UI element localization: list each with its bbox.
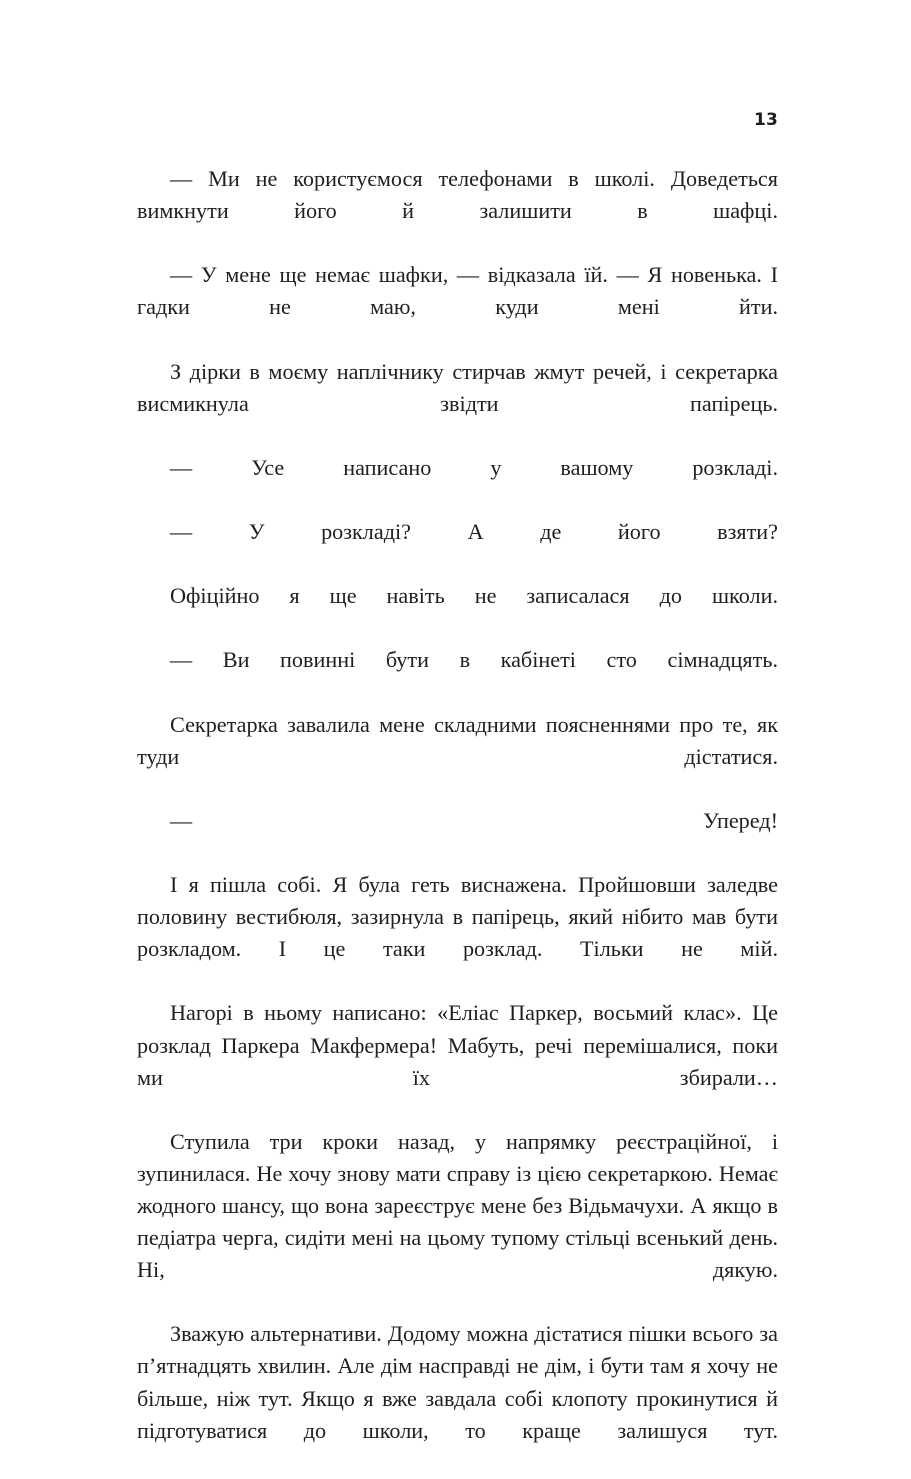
- paragraph: — Уперед!: [170, 807, 778, 833]
- paragraph: Офіційно я ще навіть не записалася до школи.: [170, 583, 778, 609]
- paragraph: Ступила три кроки назад, у напрямку реєстраційної, і зупинилася. Не хочу знову мати справу із цією секретаркою. Немає жодного шансу, що вона зареєструє мене без Відьмачухи. А якщо в педіатра черга, сидіти мені на цьому тупому стільці всенький день. Ні, дякую.: [137, 1128, 778, 1283]
- page-number: 13: [753, 110, 778, 130]
- paragraph: — Ви повинні бути в кабінеті сто сімнадцять.: [170, 647, 778, 673]
- paragraph: — Усе написано у вашому розкладі.: [170, 454, 778, 480]
- body-text-block: [137, 163, 778, 1479]
- paragraph: — Ми не користуємося телефонами в школі. Доведеться вимкнути його й залишити в шафці.: [137, 166, 778, 224]
- paragraph: Секретарка завалила мене складними поясненнями про те, як туди дістатися.: [137, 711, 778, 769]
- paragraph: Зважую альтернативи. Додому можна дістатися пішки всього за п’ятнадцять хвилин. Але дім насправді не дім, і бути там я хочу не більше, ніж тут. Якщо я вже завдала собі клопоту прокинутися й підготуватися до школи, то краще залишуся тут.: [137, 1321, 778, 1443]
- paragraph: — У мене ще немає шафки, — відказала їй. — Я новенька. І гадки не маю, куди мені йти.: [137, 262, 778, 320]
- paragraph: — У розкладі? А де його взяти?: [170, 519, 778, 545]
- paragraph: З дірки в моєму наплічнику стирчав жмут речей, і секретарка висмикнула звідти папірець.: [137, 358, 778, 416]
- paragraph: Нагорі в ньому написано: «Еліас Паркер, восьмий клас». Це розклад Паркера Макфермера! Мабуть, речі перемішалися, поки ми їх збирали…: [137, 1000, 778, 1090]
- paragraph: І я пішла собі. Я була геть виснажена. Пройшовши заледве половину вестибюля, зазирнула в папірець, який нібито мав бути розкладом. І це таки розклад. Тільки не мій.: [137, 872, 778, 962]
